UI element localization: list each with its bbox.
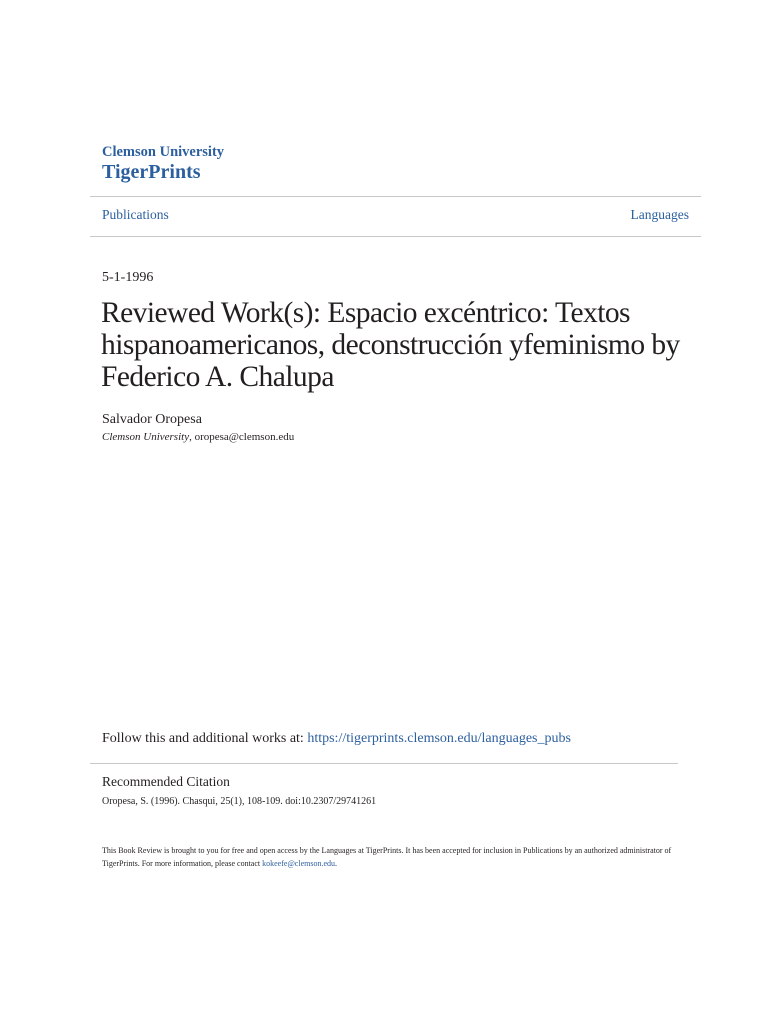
- citation-heading: Recommended Citation: [102, 774, 230, 789]
- nav-divider-top: [90, 196, 701, 197]
- notice-text: This Book Review is brought to you for free and open access by the Languages at TigerPrints. It has been accepted for inclusion in Publications by an authorized administrator of TigerPrints. For more information, please contact: [102, 846, 672, 868]
- nav-divider-bottom: [90, 236, 701, 237]
- article-title: Reviewed Work(s): Espacio excéntrico: Textos hispanoamericanos, deconstrucción yfeminismo by Federico A. Chalupa: [101, 297, 680, 393]
- affiliation-institution: Clemson University: [102, 431, 190, 443]
- nav-link-publications[interactable]: Publications: [102, 207, 169, 222]
- author-affiliation: [102, 432, 294, 443]
- affiliation-separator: ,: [189, 431, 195, 443]
- nav-link-languages[interactable]: Languages: [630, 207, 689, 222]
- contact-email-link[interactable]: kokeefe@clemson.edu: [262, 859, 336, 868]
- follow-line: [102, 732, 571, 746]
- notice-end: .: [335, 859, 338, 868]
- author-email[interactable]: oropesa@clemson.edu: [194, 431, 295, 443]
- author-name: Salvador Oropesa: [102, 412, 202, 427]
- citation-divider: [90, 763, 678, 764]
- organization-name[interactable]: Clemson University: [102, 144, 225, 160]
- publication-date: 5-1-1996: [102, 270, 154, 285]
- citation-text: Oropesa, S. (1996). Chasqui, 25(1), 108-109. doi:10.2307/29741261: [102, 796, 377, 807]
- access-notice: [102, 844, 702, 870]
- follow-prefix: Follow this and additional works at:: [102, 731, 308, 746]
- repository-link[interactable]: https://tigerprints.clemson.edu/languages_pubs: [307, 731, 571, 746]
- site-name[interactable]: TigerPrints: [102, 161, 201, 183]
